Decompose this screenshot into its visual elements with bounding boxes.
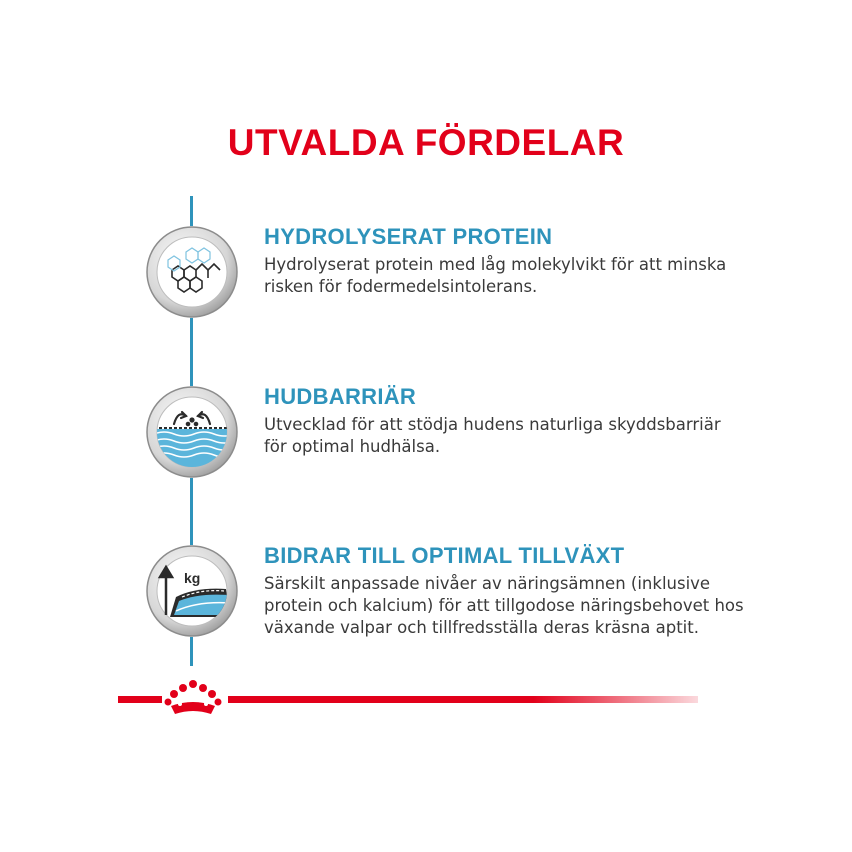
icon-kg-label: kg xyxy=(184,570,201,586)
benefit-skin-barrier xyxy=(264,384,744,458)
brand-line-left xyxy=(118,696,162,703)
brand-line-right xyxy=(228,696,698,703)
benefit-description: Särskilt anpassade nivåer av näringsämnen (inklusive protein och kalcium) för att tillgodose näringsbehovet hos växande valpar och tillfredsställa deras kräsna aptit. xyxy=(264,574,744,637)
benefit-description: Hydrolyserat protein med låg molekylvikt för att minska risken för fodermedelsintolerans. xyxy=(264,255,727,296)
royal-canin-crown-logo xyxy=(163,678,223,718)
benefit-optimal-growth xyxy=(264,543,744,639)
molecule-icon xyxy=(146,226,238,318)
weight-growth-icon xyxy=(146,545,238,637)
benefit-hydrolysed-protein xyxy=(264,224,744,298)
benefit-heading: BIDRAR TILL OPTIMAL TILLVÄXT xyxy=(264,543,625,568)
page-title: UTVALDA FÖRDELAR xyxy=(227,122,625,163)
skin-barrier-icon xyxy=(146,386,238,478)
benefit-heading: HUDBARRIÄR xyxy=(264,384,417,409)
benefit-description: Utvecklad för att stödja hudens naturliga skyddsbarriär för optimal hudhälsa. xyxy=(264,415,721,456)
benefit-heading: HYDROLYSERAT PROTEIN xyxy=(264,224,553,249)
